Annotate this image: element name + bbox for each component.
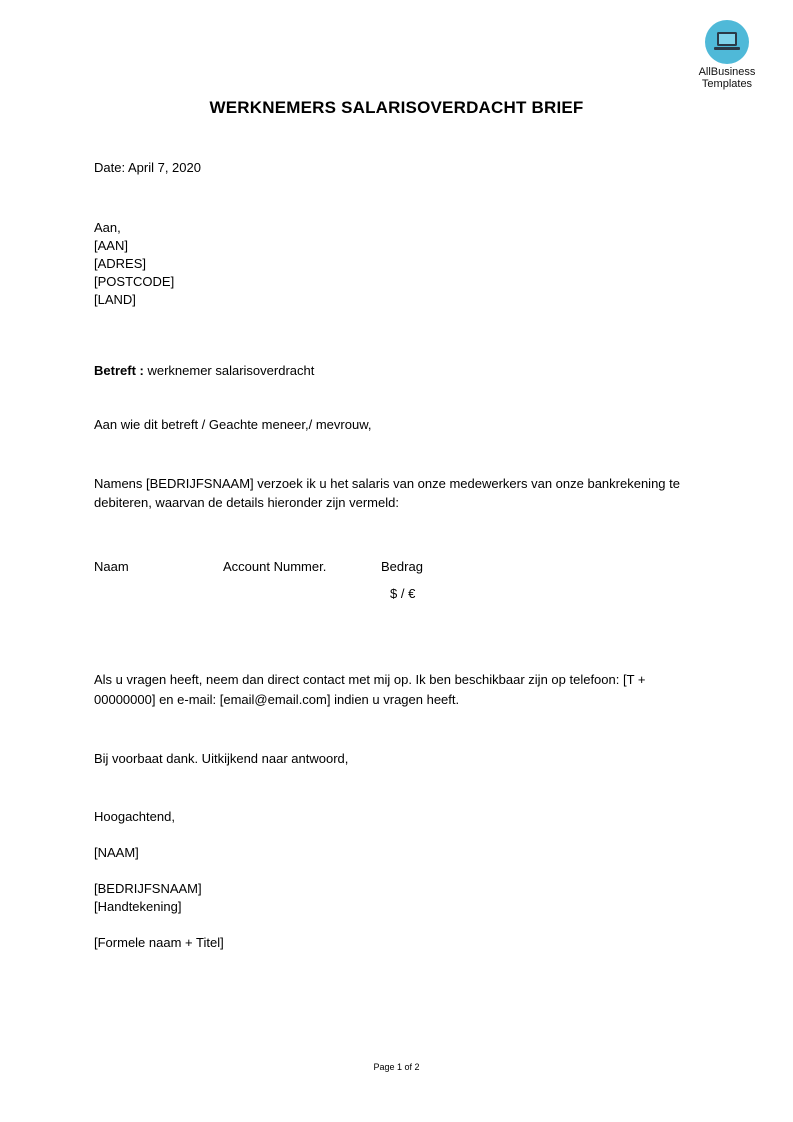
body-paragraph-2-line-1: Als u vragen heeft, neem dan direct contact met mij op. Ik ben beschikbaar zijn op telefoon: [T + [94,672,646,687]
sender-signature: [Handtekening] [94,899,182,914]
address-line-4: [POSTCODE] [94,274,175,289]
subject-text: werknemer salarisoverdracht [143,363,315,378]
company-logo [688,20,766,90]
table-header-name: Naam [94,559,129,574]
closing: Hoogachtend, [94,809,175,824]
sender-company: [BEDRIJFSNAAM] [94,881,202,896]
body-paragraph-1-line-1: Namens [BEDRIJFSNAAM] verzoek ik u het salaris van onze medewerkers van onze bankrekening te [94,476,680,491]
logo-text-line1: AllBusiness [698,66,756,78]
body-paragraph-2-line-2: 00000000] en e-mail: [email@email.com] indien u vragen heeft. [94,692,460,707]
table-header-account: Account Nummer. [223,559,327,574]
address-line-2: [AAN] [94,238,128,253]
address-line-5: [LAND] [94,292,136,307]
page-number: Page 1 of 2 [373,1062,420,1072]
sender-formal-name: [Formele naam + Titel] [94,935,224,950]
thanks-line: Bij voorbaat dank. Uitkijkend naar antwoord, [94,751,349,766]
logo-text-line2: Templates [701,78,753,90]
table-header-amount: Bedrag [381,559,423,574]
table-currency: $ / € [390,586,416,601]
subject-label: Betreft : [94,363,144,378]
salutation: Aan wie dit betreft / Geachte meneer,/ mevrouw, [94,417,372,432]
address-line-3: [ADRES] [94,256,147,271]
sender-name: [NAAM] [94,845,139,860]
body-paragraph-1-line-2: debiteren, waarvan de details hieronder zijn vermeld: [94,495,399,510]
address-line-1: Aan, [94,220,121,235]
laptop-icon [705,20,749,64]
document-title: WERKNEMERS SALARISOVERDACHT BRIEF [209,98,584,117]
letter-date: Date: April 7, 2020 [94,160,201,175]
subject-line [94,362,314,380]
